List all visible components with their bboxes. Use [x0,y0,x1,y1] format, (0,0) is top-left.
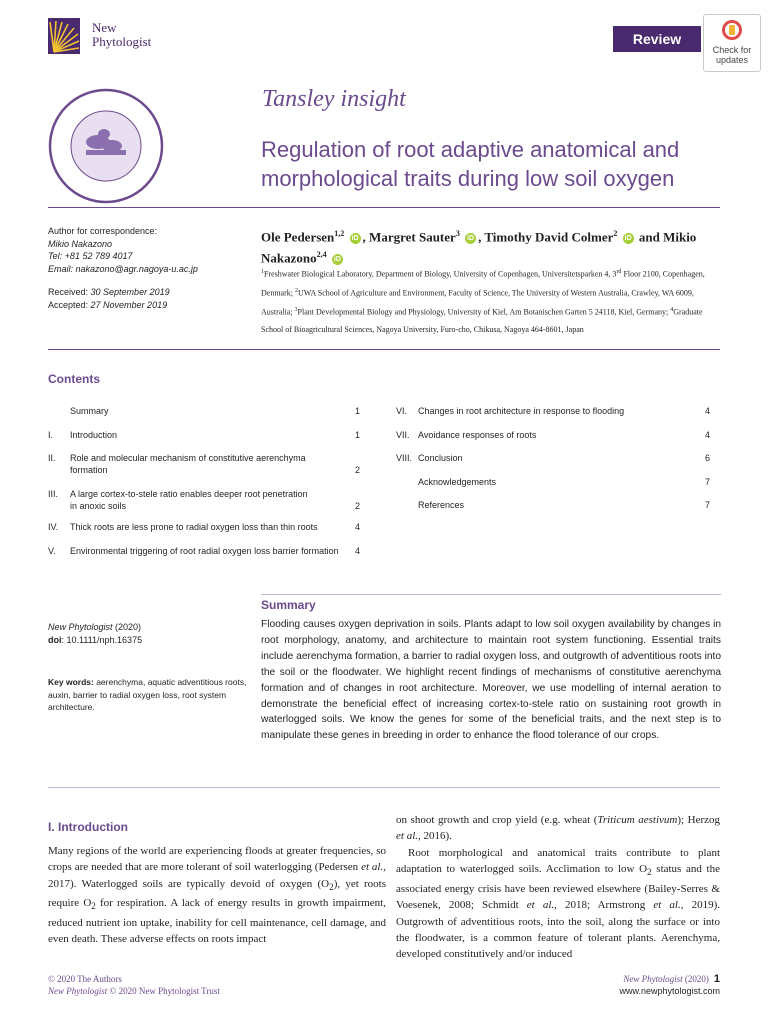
check-updates-line2: updates [715,55,749,65]
affil-text: Plant Developmental Biology and Physiology, University of Kiel, Am Botanischen Garten 5 24118, Kiel, Germany; [297,307,671,317]
author-name[interactable]: Ole Pedersen [261,229,335,245]
divider [48,207,720,208]
received-date: 30 September 2019 [90,287,170,297]
body-text: Many regions of the world are experiencing floods at greater frequencies, so crops are needed that are more tolerant of soil waterlogging (Pedersen [48,845,386,874]
toc-title: Thick roots are less prone to radial oxygen loss than thin roots [70,522,318,532]
section-tab-review: Review [613,26,701,52]
body-text: ); Herzog [677,814,720,826]
crossmark-bookmark-icon [729,25,735,35]
toc-page: 1 [354,430,360,440]
toc-page: 7 [704,477,710,487]
toc-title-cont: formation [70,465,108,475]
toc-title: Role and molecular mechanism of constitutive aerenchyma [70,453,306,463]
toc-item[interactable] [396,476,710,490]
journal-name-line1: New [92,20,117,35]
body-text: status and the associated energy crisis have been reviewed elsewhere (Bailey-Serres & Voesenek, 2008; Schmidt [396,863,720,912]
toc-item[interactable] [48,545,360,559]
keywords-text: aerenchyma, aquatic adventitious roots, auxin, barrier to radial oxygen loss, root system architecture. [48,677,247,712]
body-text: Root morphological and anatomical traits contribute to plant adaptation to waterlogged soils. Acclimation to low O [396,846,720,876]
subscript: 2 [329,882,334,892]
body-text: , 2016). [418,830,452,843]
toc-item[interactable] [396,429,710,443]
toc-item[interactable] [48,429,360,443]
author-conjunction: and Mikio [638,229,697,245]
check-for-updates-button[interactable] [703,14,761,72]
footer-trust: © 2020 New Phytologist Trust [107,986,220,996]
toc-number: IV. [48,522,59,532]
correspondence-tel: Tel: +81 52 789 4017 [48,251,133,261]
affil-sup: rd [616,269,622,275]
introduction-left-column [48,843,386,948]
toc-item[interactable] [48,452,360,478]
body-text-italic: et al. [396,830,418,843]
toc-number: VIII. [396,453,413,463]
affil-sup: 3 [294,307,298,314]
divider [261,594,721,595]
toc-number: II. [48,453,56,463]
tansley-insights-seal [46,86,166,206]
footer-right [520,973,720,997]
toc-page: 4 [704,406,710,416]
affil-sup: 2 [295,288,298,295]
affil-text: Freshwater Biological Laboratory, Department of Biology, University of Copenhagen, Universitetsparken 4, 3 [264,269,617,279]
toc-title: A large cortex-to-stele ratio enables deeper root penetration [70,489,308,499]
footer-journal: New Phytologist [48,986,108,996]
footer-year: (2020) [682,974,709,984]
body-text: on shoot growth and crop yield (e.g. wheat ( [396,814,598,826]
author-affil-sup: 2,4 [316,250,327,260]
toc-item[interactable] [48,488,360,514]
toc-number: III. [48,489,59,499]
toc-number: I. [48,430,54,440]
toc-item[interactable] [48,521,360,535]
divider [48,349,720,350]
toc-item[interactable] [396,499,710,513]
toc-title: References [418,500,465,510]
author-affil-sup: 1,2 [334,229,345,238]
author-name[interactable]: Nakazono [261,250,317,266]
check-updates-line1: Check for [712,45,752,55]
toc-item[interactable] [48,405,360,419]
footer-copyright [48,973,220,997]
contents-heading: Contents [48,372,100,386]
author-affil-sup: 3 [455,229,460,238]
correspondence-email[interactable]: Email: nakazono@agr.nagoya-u.ac.jp [48,263,198,274]
affil-text: Floor 2100, Copenhagen, Denmark; [261,269,705,298]
citation-journal: New Phytologist [48,622,113,632]
summary-text: Flooding causes oxygen deprivation in soils. Plants adapt to low soil oxygen availability by changes in root morphology, anatomy, and architecture to maintain root system functioning. Essential traits include aerenchyma formation, a barrier to radial oxygen loss, and outgrowth of adventitious roots into the soil or the floodwater. We highlight recent findings of mechanisms of constitutive aerenchyma formation and of changes in root architecture. Moreover, we use modelling of internal aeration to demonstrate the beneficial effect of increasing cortex-to-stele ratio on sustaining root growth in waterlogged soils. We know the genes for some of the beneficial traits, and the next step is to manipulate these genes in breeding in order to enhance the flood tolerance of our crops. [261,619,721,742]
toc-page: 7 [704,500,710,510]
toc-title: Summary [70,406,109,416]
summary-heading: Summary [261,598,316,612]
accepted-label: Accepted: [48,299,91,310]
affil-text: UWA School of Agriculture and Environment, Faculty of Science, The University of Western Australia, Crawley, WA 6009, Australia; [261,288,694,317]
toc-title: Avoidance responses of roots [418,430,537,440]
subscript: 2 [647,867,652,878]
page-number: 1 [713,973,720,985]
citation-year: (2020) [112,622,142,632]
affil-sup: 4 [670,307,674,314]
toc-title: Acknowledgements [418,477,497,487]
received-label: Received: [48,287,91,297]
toc-number: VII. [396,430,410,440]
accepted-date: 27 November 2019 [90,299,168,310]
correspondence-label: Author for correspondence: [48,226,158,236]
journal-url[interactable]: www.newphytologist.com [619,986,720,996]
doi-label: doi [48,634,62,645]
body-text: for respiration. A lack of energy results in growth impairment, reduced nutrient ion uptake, inability for cell maintenance, cell damage, and even death. These adverse effects on roots impact [48,897,386,946]
toc-page: 4 [354,522,360,532]
toc-title: Environmental triggering of root radial oxygen loss barrier formation [70,546,339,556]
toc-title: Changes in root architecture in response to flooding [418,406,625,416]
body-text: , 2019). Outgrowth of adventitious roots, into the soil, along the surface or into the floodwater, is a common feature of tolerant plants. Aerenchyma, developed constitutively and/or induced [396,899,720,961]
body-text-italic: et al. [526,899,555,912]
divider [48,787,720,788]
journal-logo-icon [48,18,80,54]
correspondence-name: Mikio Nakazono [48,238,113,249]
affil-sup: 1 [261,269,264,275]
journal-name[interactable] [92,21,151,49]
article-title: Regulation of root adaptive anatomical and morphological traits during low soil oxygen [261,137,680,191]
citation-block [48,621,248,646]
subscript: 2 [91,901,96,912]
species-name: Triticum aestivum [597,814,678,826]
introduction-heading: I. Introduction [48,820,128,834]
toc-item[interactable] [396,452,710,466]
toc-page: 4 [704,430,710,440]
orcid-icon[interactable]: iD [333,256,341,264]
toc-page: 4 [354,546,360,556]
introduction-right-column [396,812,720,963]
author-affil-sup: 2 [613,229,618,238]
body-text: , 2017). Waterlogged soils are typically devoid of oxygen (O [48,861,386,890]
toc-number: VI. [396,406,408,416]
orcid-icon[interactable]: iD [467,234,475,242]
toc-page: 2 [354,501,360,511]
toc-item[interactable] [396,405,710,419]
affiliations [261,264,721,339]
toc-page: 6 [704,453,710,463]
correspondence-block [48,225,248,275]
article-series-label: Tansley insight [262,86,406,112]
footer-journal-right: New Phytologist [623,974,683,984]
toc-title: Introduction [70,430,118,440]
orcid-icon[interactable]: iD [351,234,359,242]
toc-page: 1 [354,406,360,416]
journal-name-line2: Phytologist [92,34,152,49]
toc-title-cont: in anoxic soils [70,501,127,511]
body-text: ), yet roots require O [48,877,386,910]
author-name[interactable]: Margret Sauter [369,229,456,245]
toc-page: 2 [354,465,360,475]
toc-number: V. [48,546,56,556]
orcid-icon[interactable]: iD [624,234,632,242]
dates-block [48,286,248,311]
keywords-block [48,676,248,714]
keywords-label: Key words: [48,677,94,687]
body-text: , 2018; Armstrong [554,899,654,912]
doi-value[interactable]: : 10.1111/nph.16375 [61,634,143,645]
toc-title: Conclusion [418,453,463,463]
author-list: Ole Pedersen$^{1,2}$ iD , Margret Sauter$^3$ iD , Timothy David Colmer$^2$ iD and Mikio Nakazono$^{2,4}$ iD [261,229,697,266]
copyright-authors: © 2020 The Authors [48,974,122,984]
body-text-italic: et al. [653,899,681,912]
author-name[interactable]: Timothy David Colmer [484,229,614,245]
affil-text: Graduate School of Bioagricultural Sciences, Nagoya University, Furo-cho, Chikusa, Nagoya 464-8601, Japan [261,307,703,335]
body-text-italic: et al. [361,861,384,874]
